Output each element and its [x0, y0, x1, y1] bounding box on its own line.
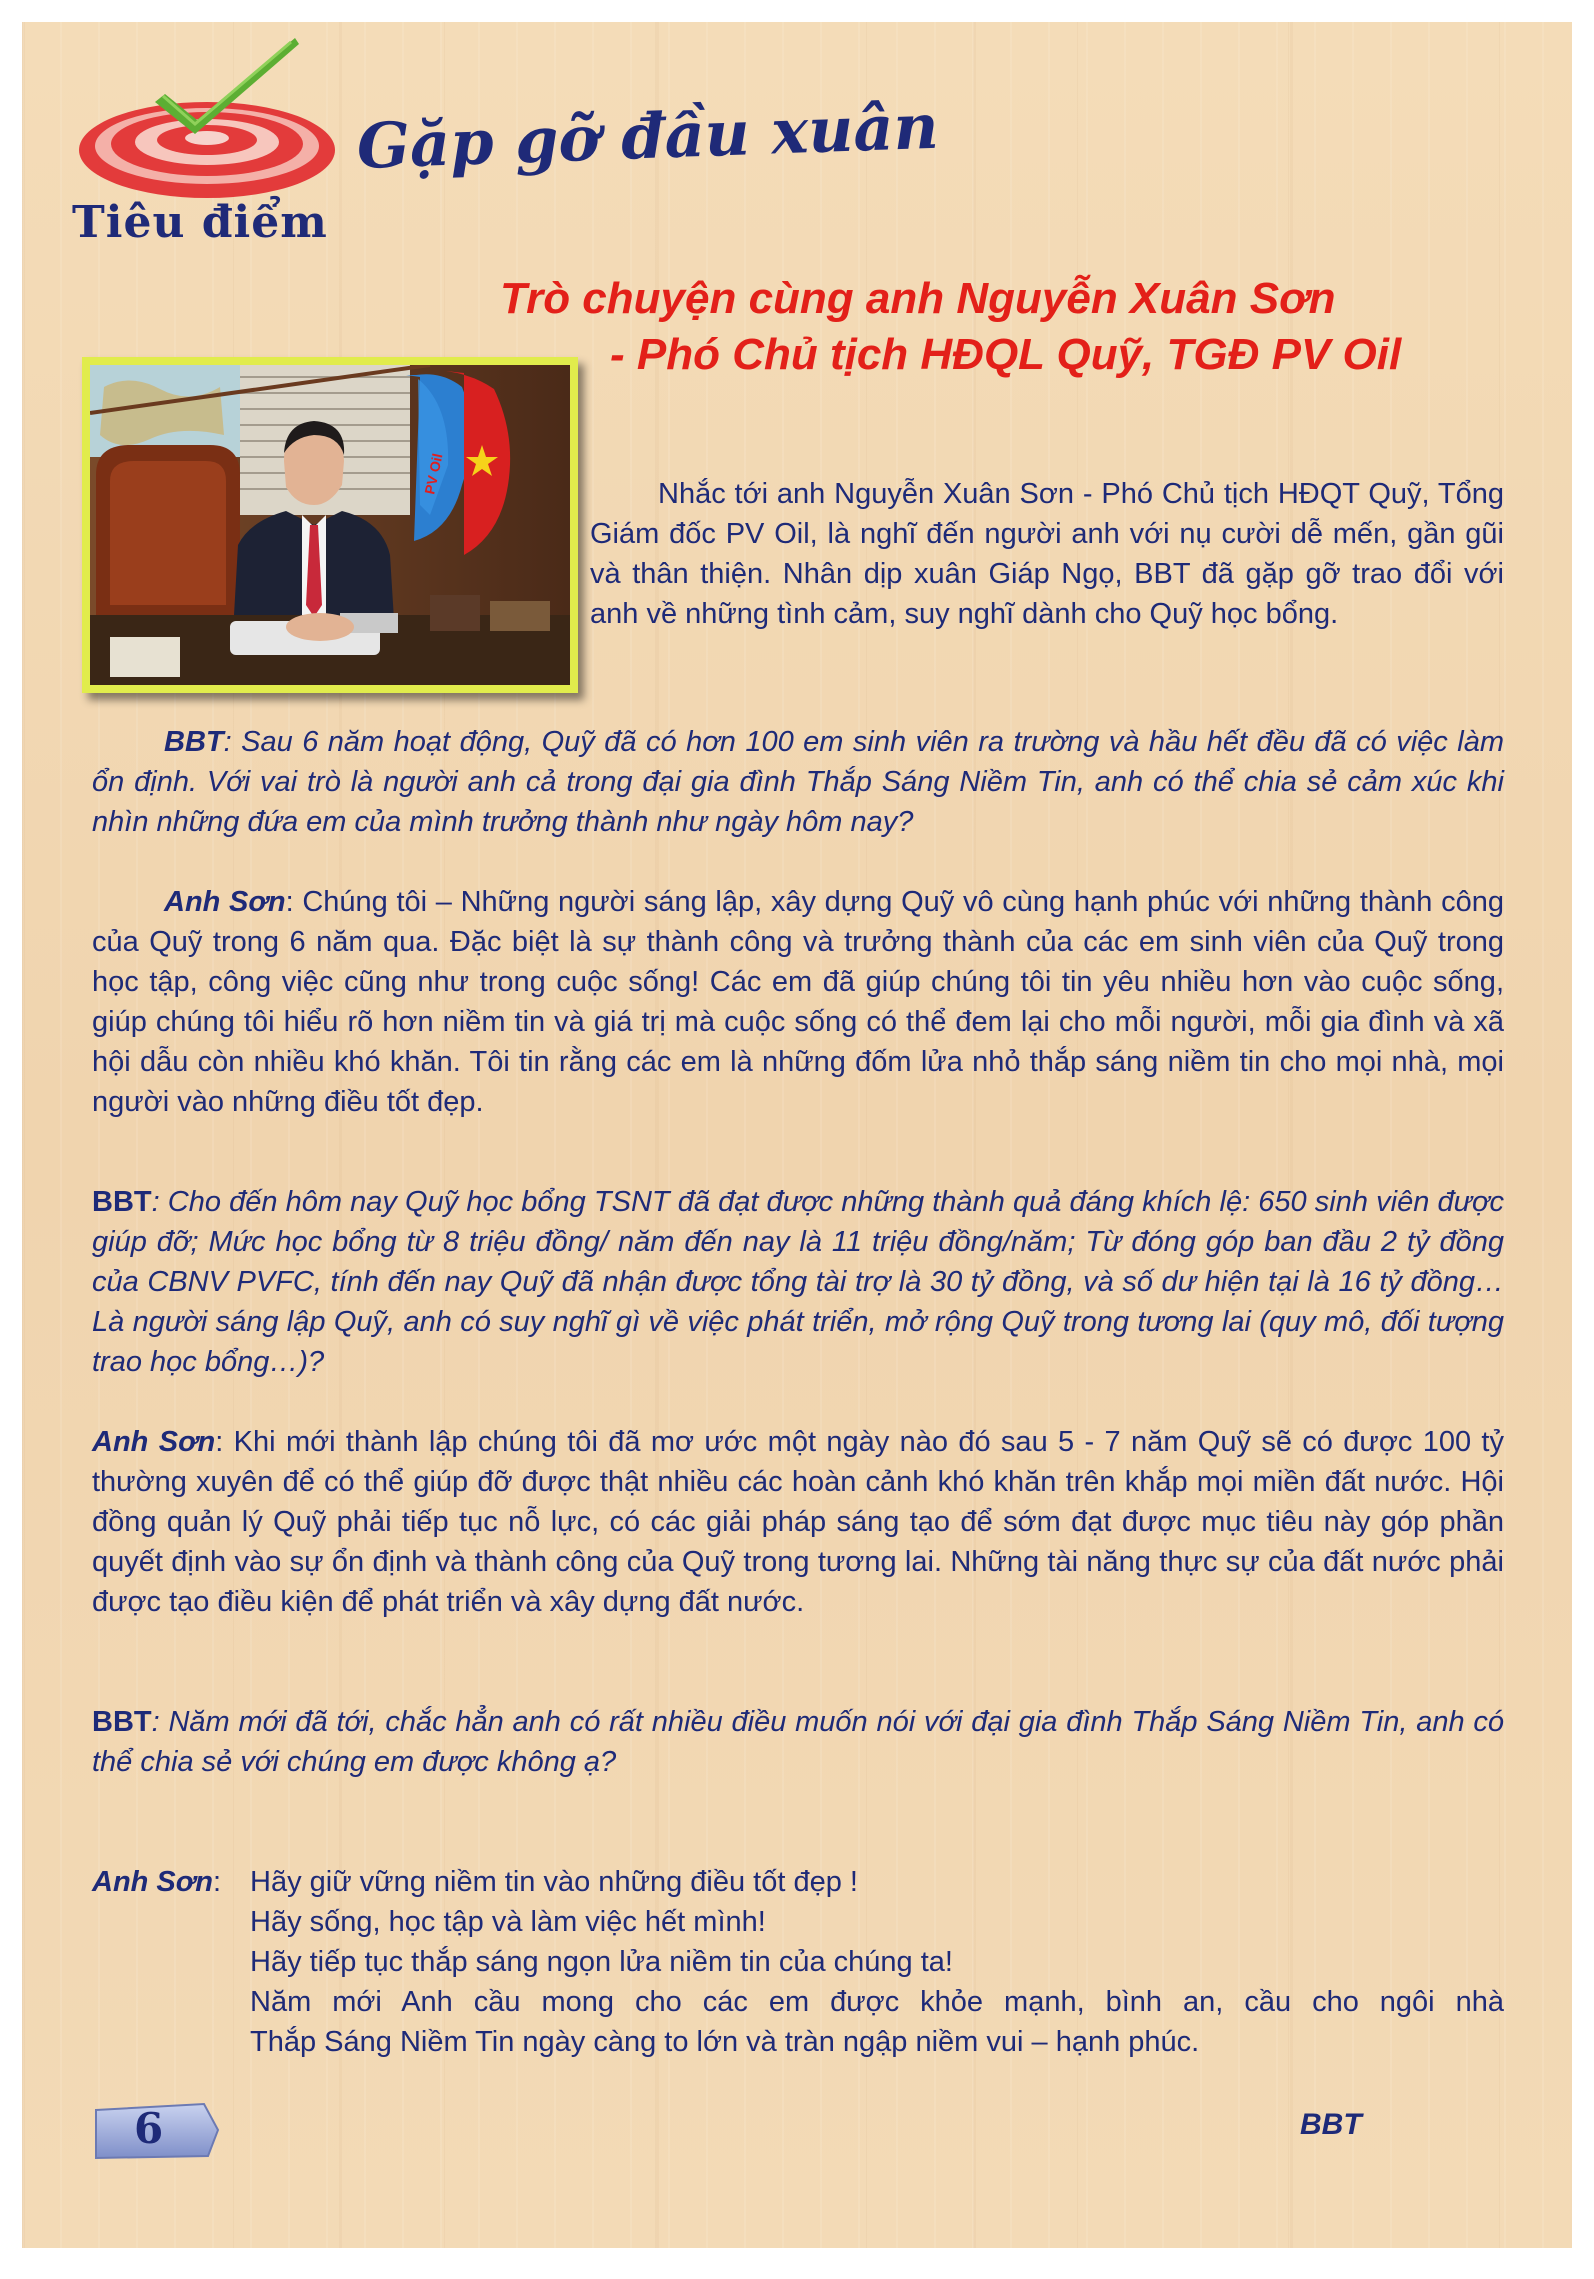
answer-1	[92, 882, 1504, 1122]
closing-line: Năm mới Anh cầu mong cho các em được khỏe mạnh, bình an, cầu cho ngôi nhà	[250, 1986, 1504, 2018]
flag-text: PV Oil	[421, 451, 446, 496]
question-3	[92, 1702, 1504, 1782]
colon: :	[212, 1866, 222, 1898]
closing-line: Hãy sống, học tập và làm việc hết mình!	[250, 1906, 766, 1938]
question-text: : Năm mới đã tới, chắc hẳn anh có rất nhiều điều muốn nói với đại gia đình Thắp Sáng Niềm Tin, anh có thể chia sẻ với chúng em được không ạ?	[92, 1706, 1504, 1778]
closing-line: Thắp Sáng Niềm Tin ngày càng to lớn và tràn ngập niềm vui – hạnh phúc.	[250, 2026, 1200, 2058]
question-text: : Sau 6 năm hoạt động, Quỹ đã có hơn 100 em sinh viên ra trường và hầu hết đều đã có việc làm ổn định. Với vai trò là người anh cả trong đại gia đình Thắp Sáng Niềm Tin, anh có thể chia sẻ cảm xúc khi nhìn những đứa em của mình trưởng thành như ngày hôm nay?	[92, 726, 1504, 838]
answer-2	[92, 1422, 1504, 1622]
intro-paragraph: Nhắc tới anh Nguyễn Xuân Sơn - Phó Chủ tịch HĐQT Quỹ, Tổng Giám đốc PV Oil, là nghĩ đến người anh với nụ cười dễ mến, gần gũi và thân thiện. Nhân dịp xuân Giáp Ngọ, BBT đã gặp gỡ trao đổi với anh về những tình cảm, suy nghĩ dành cho Quỹ học bổng.	[590, 478, 1504, 630]
question-text: : Cho đến hôm nay Quỹ học bổng TSNT đã đạt được những thành quả đáng khích lệ: 650 sinh viên được giúp đỡ; Mức học bổng từ 8 triệu đồng/ năm đến nay là 11 triệu đồng/năm; Từ đóng góp ban đầu 2 tỷ đồng của CBNV PVFC, tính đến nay Quỹ đã nhận được tổng tài trợ là 30 tỷ đồng, và số dư hiện tại là 16 tỷ đồng… Là người sáng lập Quỹ, anh có suy nghĩ gì về việc phát triển, mở rộng Quỹ trong tương lai (quy mô, đối tượng trao học bổng…)?	[92, 1186, 1504, 1378]
question-1	[92, 722, 1504, 842]
signature: BBT	[1300, 2108, 1362, 2141]
question-2	[92, 1182, 1504, 1382]
speaker-label: BBT	[164, 726, 224, 758]
speaker-label: Anh Sơn	[92, 1426, 216, 1458]
article-title-line-2: - Phó Chủ tịch HĐQL Quỹ, TGĐ PV Oil	[610, 330, 1402, 379]
answer-text: : Khi mới thành lập chúng tôi đã mơ ước một ngày nào đó sau 5 - 7 năm Quỹ sẽ có được 100 tỷ thường xuyên để có thể giúp đỡ được thật nhiều các hoàn cảnh khó khăn trên khắp mọi miền đất nước. Hội đồng quản lý Quỹ phải tiếp tục nỗ lực, có các giải pháp sáng tạo để sớm đạt được mục tiêu này góp phần quyết định vào sự ổn định và thành công của Quỹ trong tương lai. Những tài năng thực sự của đất nước phải được tạo điều kiện để phát triển và xây dựng đất nước.	[92, 1426, 1504, 1618]
header-script-title: Gặp gỡ đầu xuân	[355, 89, 940, 183]
page-number: 6	[134, 2104, 164, 2153]
article-title-line-1: Trò chuyện cùng anh Nguyễn Xuân Sơn	[500, 274, 1336, 323]
answer-text: : Chúng tôi – Những người sáng lập, xây dựng Quỹ vô cùng hạnh phúc với những thành công của Quỹ trong 6 năm qua. Đặc biệt là sự thành công và trưởng thành của các em sinh viên của Quỹ trong học tập, công việc cũng như trong cuộc sống! Các em đã giúp chúng tôi tin yêu nhiều hơn vào cuộc sống, giúp chúng tôi hiểu rõ hơn niềm tin và giá trị mà cuộc sống có thể đem lại cho mỗi người, mỗi gia đình và xã hội dẫu còn nhiều khó khăn. Tôi tin rằng các em là những đốm lửa nhỏ thắp sáng niềm tin cho mọi nhà, mọi người vào những điều tốt đẹp.	[92, 886, 1504, 1118]
speaker-label: Anh Sơn	[164, 886, 286, 918]
section-label: Tiêu điểm	[72, 197, 328, 248]
closing-line: Hãy giữ vững niềm tin vào những điều tốt đẹp !	[250, 1866, 858, 1898]
speaker-label: Anh Sơn	[92, 1866, 213, 1898]
speaker-label: BBT	[92, 1186, 152, 1218]
magazine-page	[22, 22, 1572, 2248]
closing-line: Hãy tiếp tục thắp sáng ngọn lửa niềm tin của chúng ta!	[250, 1946, 953, 1978]
target-checkmark-logo	[67, 32, 372, 207]
speaker-label: BBT	[92, 1706, 152, 1738]
portrait-photo	[82, 357, 578, 693]
